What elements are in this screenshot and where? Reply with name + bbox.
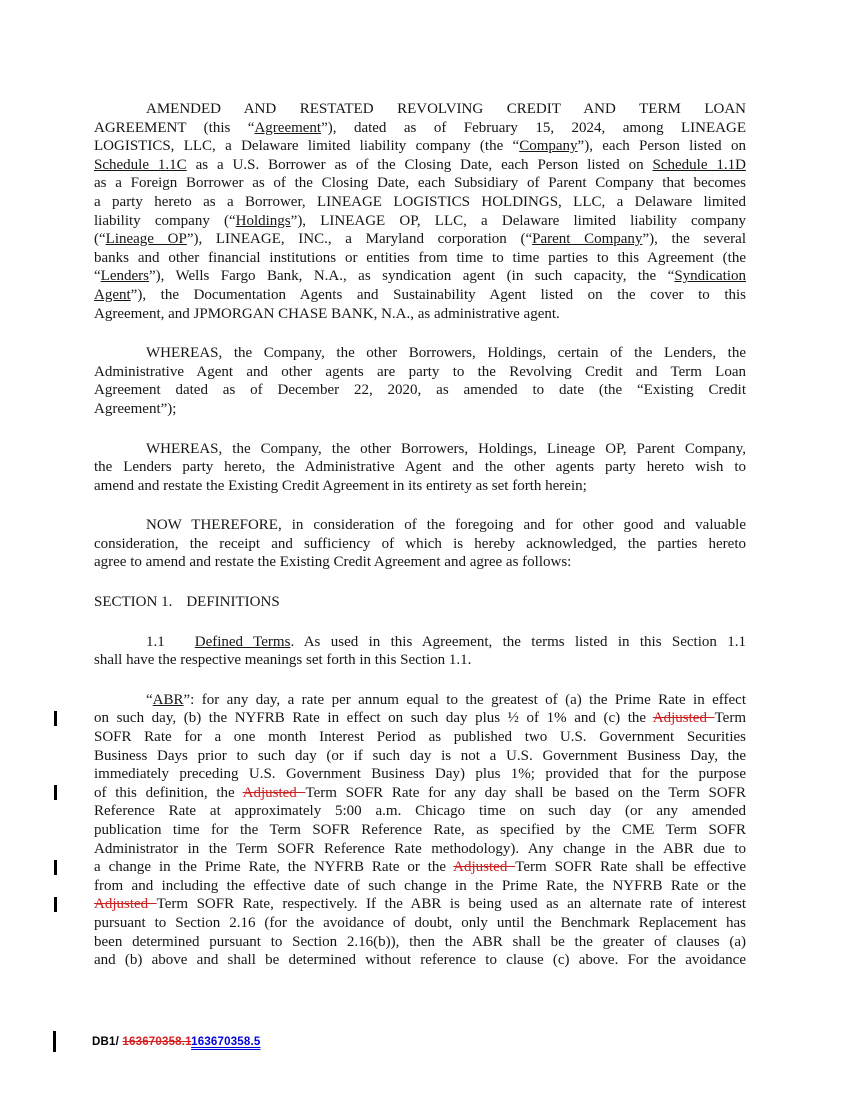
- text-segment: ”), the Documentation Agents and Sustainability Agent listed on the cover to this: [130, 286, 746, 303]
- text-segment: publication time for the Term SOFR Reference Rate, as specified by the CME Term SOFR: [94, 822, 746, 838]
- first-line-indent: [94, 645, 146, 646]
- deleted-text: Adjusted: [652, 710, 715, 727]
- text-segment: “: [94, 268, 101, 285]
- text-segment: DEFINITIONS: [186, 594, 280, 611]
- text-line: [94, 709, 746, 728]
- text-line: [94, 137, 746, 156]
- text-line: [94, 877, 746, 896]
- text-segment: LOGISTICS, LLC, a Delaware limited liability company (the “: [94, 138, 520, 155]
- text-line: [94, 553, 746, 572]
- text-line: [94, 651, 746, 670]
- text-segment: Term SOFR Rate shall be effective: [515, 859, 746, 876]
- text-line: [94, 193, 746, 212]
- text-line: [94, 895, 746, 914]
- text-line: [94, 249, 746, 268]
- text-segment: as a U.S. Borrower as of the Closing Date, each Person listed on: [186, 156, 653, 173]
- text-segment: consideration, the receipt and sufficiency of which is hereby acknowledged, the parties hereto: [94, 535, 746, 552]
- text-segment: Term SOFR Rate, respectively. If the ABR is being used as an alternate rate of interest: [156, 896, 746, 913]
- change-bar: [53, 1031, 56, 1052]
- text-segment: Agreement”);: [94, 400, 177, 417]
- section-1-1-defined-terms: [94, 633, 746, 670]
- text-line: [94, 156, 746, 175]
- text-segment: ”), dated as of February 15, 2024, among LINEAGE: [321, 119, 746, 136]
- underlined-term: Company: [519, 138, 578, 155]
- text-segment: SECTION 1.: [94, 594, 173, 611]
- first-line-indent: [94, 703, 146, 704]
- text-line: [94, 728, 746, 747]
- underlined-term: Syndication: [674, 268, 746, 285]
- underlined-term: ABR: [152, 691, 184, 708]
- underlined-term: Lenders: [100, 268, 149, 285]
- underlined-term: Schedule 1.1C: [94, 156, 187, 173]
- text-line: [94, 784, 746, 803]
- recital-amend-and-restate: [94, 440, 746, 496]
- text-segment: on such day, (b) the NYFRB Rate in effect on such day plus ½ of 1% and (c) the: [94, 710, 653, 727]
- text-line: [94, 535, 746, 554]
- text-line: [94, 212, 746, 231]
- text-line: [94, 933, 746, 952]
- text-segment: from and including the effective date of such change in the Prime Rate, the NYFRB Rate or the: [94, 877, 746, 894]
- text-segment: immediately preceding U.S. Government Business Day) plus 1%; provided that for the purpose: [94, 766, 746, 783]
- text-line: [94, 765, 746, 784]
- text-line: [94, 381, 746, 400]
- underlined-term: Schedule 1.1D: [652, 156, 746, 173]
- text-line: [94, 691, 746, 710]
- text-line: [94, 440, 746, 459]
- text-line: [94, 633, 746, 652]
- section-1-heading: [94, 593, 746, 612]
- text-segment: liability company (“: [94, 212, 236, 229]
- text-segment: Term: [714, 710, 746, 727]
- text-segment: ”), Wells Fargo Bank, N.A., as syndication agent (in such capacity, the “: [148, 268, 675, 285]
- text-segment: Reference Rate at approximately 5:00 a.m. Chicago time on such day (or any amended: [94, 803, 746, 820]
- text-line: [94, 821, 746, 840]
- text-line: [94, 119, 746, 138]
- text-segment: (“: [94, 231, 106, 248]
- text-line: [94, 840, 746, 859]
- footer-deleted-number: 163670358.1: [122, 1036, 192, 1048]
- deleted-text: Adjusted: [94, 896, 157, 913]
- text-line: [94, 230, 746, 249]
- underlined-term: Defined Terms: [194, 633, 291, 650]
- text-segment: banks and other financial institutions or entities from time to time parties to this Agreement (the: [94, 249, 746, 266]
- text-line: [94, 477, 746, 496]
- footer-inserted-number: 163670358.5: [191, 1036, 261, 1048]
- tab-gap: [172, 605, 186, 606]
- first-line-indent: [94, 528, 146, 529]
- text-line: [94, 344, 746, 363]
- text-segment: 1.1: [146, 633, 165, 650]
- document-body: [94, 100, 746, 991]
- text-segment: ”: for any day, a rate per annum equal to the greatest of (a) the Prime Rate in effect: [183, 691, 746, 708]
- text-segment: and (b) above and shall be determined without reference to clause (c) above. For the avoidance: [94, 952, 746, 969]
- text-line: [94, 286, 746, 305]
- text-segment: ”), LINEAGE OP, LLC, a Delaware limited liability company: [290, 212, 746, 229]
- text-segment: Administrator in the Term SOFR Reference Rate methodology). Any change in the ABR due to: [94, 840, 746, 857]
- change-bar: [54, 785, 57, 800]
- text-segment: WHEREAS, the Company, the other Borrowers, Holdings, certain of the Lenders, the: [146, 345, 746, 362]
- text-segment: ”), LINEAGE, INC., a Maryland corporation (“: [186, 231, 533, 248]
- text-segment: Agreement dated as of December 22, 2020, as amended to date (the “Existing Credit: [94, 382, 746, 399]
- preamble-paragraph: [94, 100, 746, 323]
- first-line-indent: [94, 356, 146, 357]
- text-line: [94, 516, 746, 535]
- text-segment: a change in the Prime Rate, the NYFRB Rate or the: [94, 859, 454, 876]
- deleted-text: Adjusted: [453, 859, 516, 876]
- first-line-indent: [94, 452, 146, 453]
- text-line: [94, 305, 746, 324]
- text-line: [94, 363, 746, 382]
- text-segment: ”), the several: [642, 231, 746, 248]
- text-line: [94, 802, 746, 821]
- text-segment: SOFR Rate for a one month Interest Period as published two U.S. Government Securities: [94, 729, 746, 746]
- text-segment: Term SOFR Rate for any day shall be based on the Term SOFR: [305, 784, 746, 801]
- text-segment: AGREEMENT (this “: [94, 119, 255, 136]
- first-line-indent: [94, 112, 146, 113]
- underlined-term: Lineage OP: [105, 231, 187, 248]
- text-line: [94, 174, 746, 193]
- text-segment: a party hereto as a Borrower, LINEAGE LOGISTICS HOLDINGS, LLC, a Delaware limited: [94, 193, 746, 210]
- text-segment: WHEREAS, the Company, the other Borrowers, Holdings, Lineage OP, Parent Company,: [146, 440, 746, 457]
- text-line: [94, 914, 746, 933]
- text-line: [94, 747, 746, 766]
- underlined-term: Agent: [94, 286, 131, 303]
- deleted-text: Adjusted: [242, 784, 306, 801]
- text-segment: agree to amend and restate the Existing Credit Agreement and agree as follows:: [94, 554, 572, 571]
- text-segment: pursuant to Section 2.16 (for the avoidance of doubt, only until the Benchmark Replacement has: [94, 914, 746, 931]
- text-line: [94, 100, 746, 119]
- text-line: [94, 593, 746, 612]
- text-segment: been determined pursuant to Section 2.16(b)), then the ABR shall be the greater of clauses (a): [94, 933, 746, 950]
- footer-doc-prefix: DB1/: [92, 1036, 123, 1048]
- text-segment: of this definition, the: [94, 784, 243, 801]
- recital-existing-credit-agreement: [94, 344, 746, 418]
- text-segment: . As used in this Agreement, the terms listed in this Section 1.1: [290, 633, 747, 650]
- underlined-term: Holdings: [235, 212, 291, 229]
- text-segment: the Lenders party hereto, the Administrative Agent and the other agents party hereto wish to: [94, 459, 746, 476]
- change-bar: [54, 860, 57, 875]
- now-therefore-paragraph: [94, 516, 746, 572]
- text-segment: shall have the respective meanings set forth in this Section 1.1.: [94, 652, 472, 669]
- text-segment: Business Days prior to such day (or if such day is not a U.S. Government Business Day, the: [94, 747, 746, 764]
- text-segment: Administrative Agent and other agents are party to the Revolving Credit and Term Loan: [94, 363, 746, 380]
- text-segment: NOW THEREFORE, in consideration of the foregoing and for other good and valuable: [146, 517, 746, 534]
- text-segment: ”), each Person listed on: [577, 138, 746, 155]
- underlined-term: Parent Company: [532, 231, 643, 248]
- underlined-term: Agreement: [254, 119, 322, 136]
- text-line: [94, 951, 746, 970]
- text-segment: as a Foreign Borrower as of the Closing Date, each Subsidiary of Parent Company that becomes: [94, 175, 746, 192]
- change-bar: [54, 897, 57, 912]
- change-bar: [54, 711, 57, 726]
- abr-definition-paragraph: [94, 691, 746, 970]
- tab-gap: [165, 645, 195, 646]
- text-segment: “: [146, 691, 153, 708]
- text-segment: amend and restate the Existing Credit Agreement in its entirety as set forth herein;: [94, 477, 587, 494]
- text-line: [94, 858, 746, 877]
- text-segment: Agreement, and JPMORGAN CHASE BANK, N.A., as administrative agent.: [94, 305, 560, 322]
- text-line: [94, 267, 746, 286]
- text-line: [94, 400, 746, 419]
- text-segment: AMENDED AND RESTATED REVOLVING CREDIT AND TERM LOAN: [146, 101, 746, 117]
- document-footer: [92, 1036, 260, 1048]
- text-line: [94, 458, 746, 477]
